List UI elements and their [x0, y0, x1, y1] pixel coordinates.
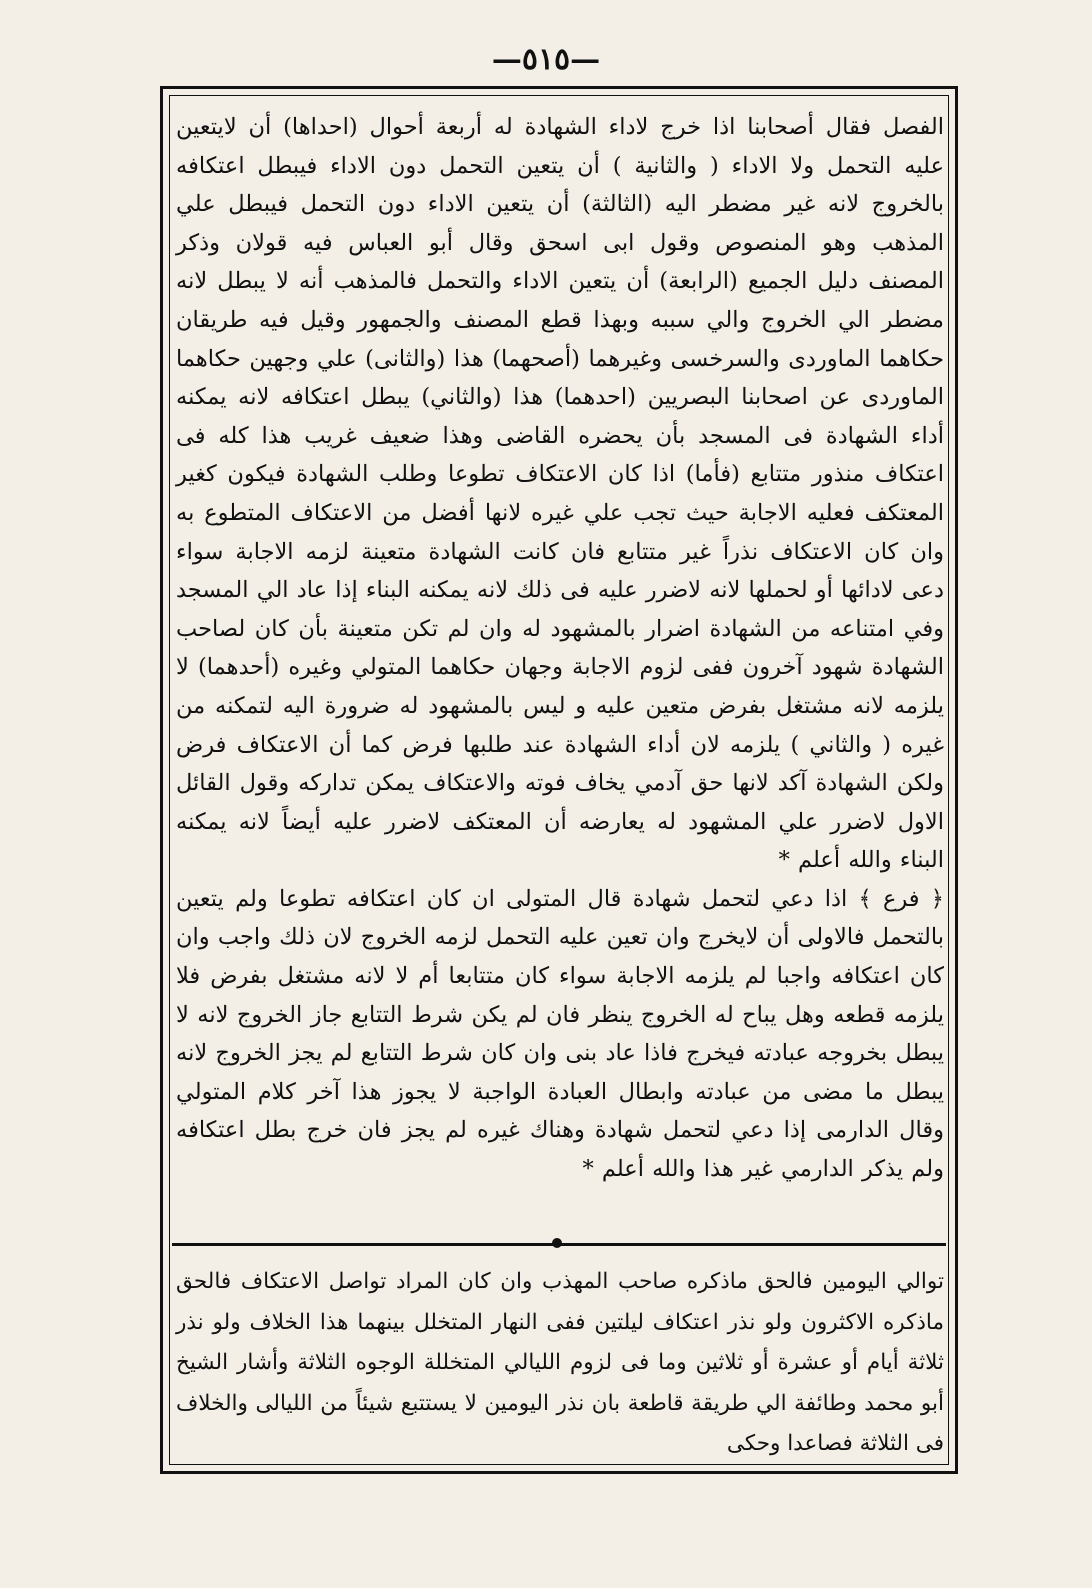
main-paragraph-far: ﴿ فرع ﴾ اذا دعي لتحمل شهادة قال المتولى ان كان اعتكافه تطوعا ولم يتعين بالتحمل فالاولى أن لايخرج وان تعين عليه التحمل لزمه الخروج لان ذلك واجب وان كان اعتكافه واجبا لم يلزمه الاجابة سواء كان متتابعا أم لا لانه مشتغل بفرض فلا يلزمه قطعه وهل يباح له الخروج ينظر فان لم يكن شرط التتابع جاز الخروج لانه لا يبطل بخروجه عبادته فيخرج فاذا عاد بنى وان كان شرط التتابع لم يجز الخروج لانه يبطل ما مضى من عبادته وابطال العبادة الواجبة لا يجوز هذا آخر كلام المتولي وقال الدارمى إذا دعي لتحمل شهادة وهناك غيره لم يجز فان خرج بطل اعتكافه ولم يذكر الدارمي غير هذا والله أعلم * [176, 885, 944, 1183]
footnote-paragraph: توالي اليومين فالحق ماذكره صاحب المهذب وان كان المراد تواصل الاعتكاف فالحق ماذكره الاكثرون ولو نذر اعتكاف ليلتين ففى النهار المتخلل بينهما هذا الخلاف ولو نذر ثلاثة أيام أو عشرة أو ثلاثين وما فى لزوم الليالي المتخللة الوجوه الثلاثة وأشار الشيخ أبو محمد وطائفة الي طريقة قاطعة بان نذر اليومين لا يستتبع شيئاً من الليالى والخلاف فى الثلاثة فصاعدا وحكى [176, 1269, 944, 1457]
footnote-text-body [176, 1262, 944, 1465]
footnote-divider-dot [552, 1238, 562, 1248]
main-paragraph: الفصل فقال أصحابنا اذا خرج لاداء الشهادة له أربعة أحوال (احداها) أن لايتعين عليه التحمل ولا الاداء ( والثانية ) أن يتعين التحمل دون الاداء فيبطل اعتكافه بالخروج لانه غير مضطر اليه (الثالثة) أن يتعين الاداء دون التحمل فيبطل علي المذهب وهو المنصوص وقول ابى اسحق وقال أبو العباس فيه قولان وذكر المصنف دليل الجميع (الرابعة) أن يتعين الاداء والتحمل فالمذهب أنه لا يبطل لانه مضطر الي الخروج والي سببه وبهذا قطع المصنف والجمهور وقيل فيه طريقان حكاهما الماوردى والسرخسى وغيرهما (أصحهما) هذا (والثانى) علي وجهين حكاهما الماوردى عن اصحابنا البصريين (احدهما) هذا (والثاني) يبطل اعتكافه لانه يمكنه أداء الشهادة فى المسجد بأن يحضره القاضى وهذا ضعيف غريب هذا كله فى اعتكاف منذور متتابع (فأما) اذا كان الاعتكاف تطوعا وطلب الشهادة فيكون كغير المعتكف فعليه الاجابة حيث تجب علي غيره لانها أفضل من الاعتكاف المتطوع به وان كان الاعتكاف نذراً غير متتابع فان كانت الشهادة متعينة لزمه الاجابة سواء دعى لادائها أو لحملها لانه لاضرر عليه فى ذلك لانه يمكنه البناء إذا عاد الي المسجد وفي امتناعه من الشهادة اضرار بالمشهود له وان لم تكن متعينة بأن كان لصاحب الشهادة شهود آخرون ففى لزوم الاجابة وجهان حكاهما المتولي وغيره (أحدهما) لا يلزمه لانه مشتغل بفرض متعين عليه و ليس بالمشهود له ضرورة اليه لتمكنه من غيره ( والثاني ) يلزمه لان أداء الشهادة عند طلبها فرض كما أن الاعتكاف فرض ولكن الشهادة آكد لانها حق آدمي يخاف فوته والاعتكاف يمكن تداركه وقول القائل الاول لاضرر علي المشهود له يعارضه أن المعتكف لاضرر عليه أيضاً لانه يمكنه البناء والله أعلم * [176, 114, 944, 874]
main-text-body [176, 108, 944, 1189]
page-number: —٥١٥— [491, 42, 601, 77]
